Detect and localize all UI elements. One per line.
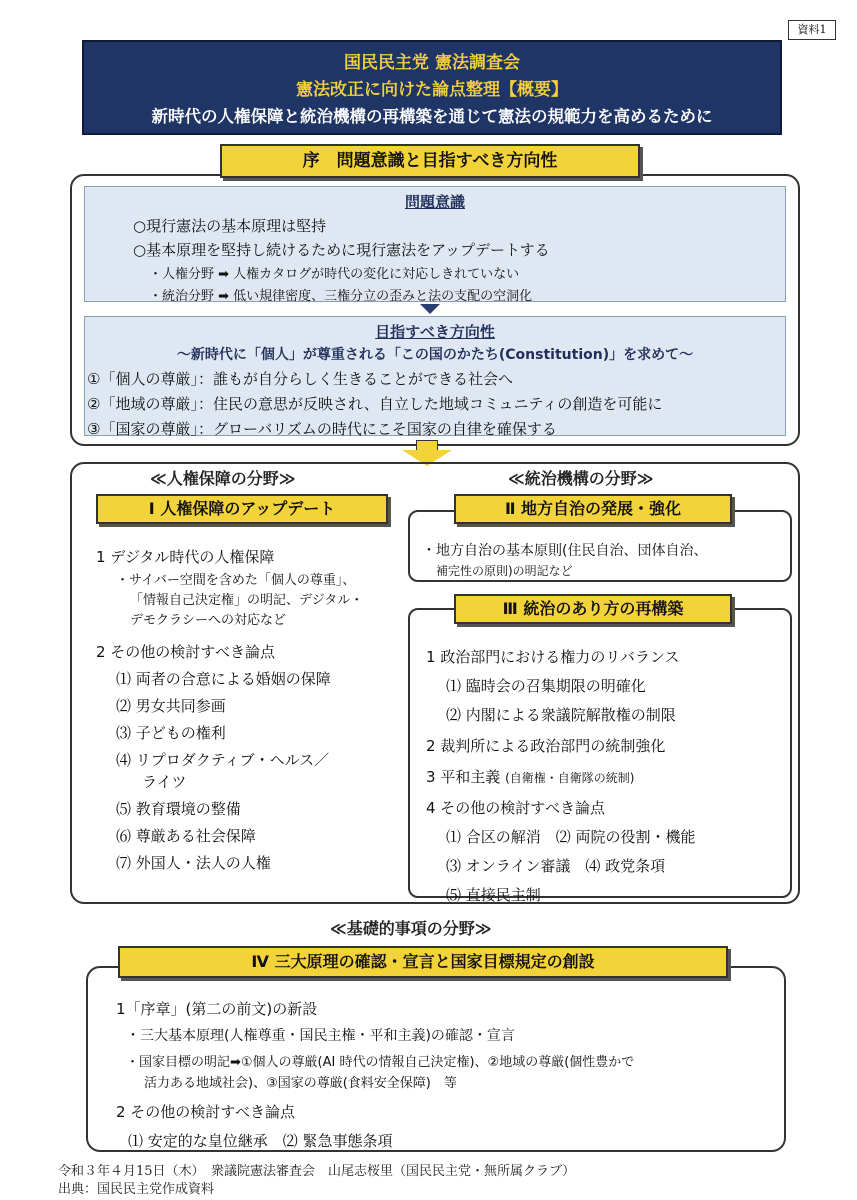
issue-heading: 問題意識 (404, 193, 465, 211)
other-heading: 2 その他の検討すべき論点 (96, 643, 276, 661)
restructure-box (408, 608, 792, 904)
issue-line: ・人権分野 ➡ 人権カタログが時代の変化に対応しきれていない (149, 267, 520, 282)
header-subtitle: 新時代の人権保障と統治機構の再構築を通じて憲法の規範力を高めるために (151, 107, 713, 126)
basic-line: ・三大基本原理(人権尊重・国民主権・平和主義)の確認・宣言 (126, 1028, 515, 1044)
header-banner (82, 40, 782, 135)
list-item: ⑴ 両者の合意による婚姻の保障 (116, 670, 331, 688)
issue-line: ・統治分野 ➡ 低い規律密度、三権分立の歪みと法の支配の空洞化 (149, 289, 533, 304)
restructure-heading: 1 政治部門における権力のリバランス (426, 648, 680, 666)
issue-box (84, 186, 786, 302)
down-arrow-icon (420, 304, 440, 314)
list-item: ライツ (142, 773, 187, 791)
human-rights-section-label: ≪人権保障の分野≫ (150, 469, 296, 488)
list-item: ⑶ 子どもの権利 (116, 724, 226, 742)
peace-heading: 3 平和主義 (426, 768, 501, 786)
goal-subheading: ～新時代に「個人」が尊重される「この国のかたち(Constitution)」を求めて～ (176, 347, 694, 363)
footer-line: 令和３年４月15日（木） 衆議院憲法審査会 山尾志桜里（国民民主党・無所属クラブ） (58, 1164, 576, 1179)
basic-heading: 2 その他の検討すべき論点 (116, 1103, 296, 1121)
header-title-1: 国民民主党 憲法調査会 (344, 53, 520, 73)
header-title-2: 憲法改正に向けた論点整理【概要】 (296, 80, 568, 100)
goal-heading: 目指すべき方向性 (375, 323, 495, 341)
human-rights-column (96, 530, 396, 873)
basic-section-label: ≪基礎的事項の分野≫ (330, 919, 492, 938)
restructure-title: Ⅲ 統治のあり方の再構築 (454, 594, 732, 624)
local-autonomy-title: Ⅱ 地方自治の発展・強化 (454, 494, 732, 524)
list-item: ⑵ 男女共同参画 (116, 697, 226, 715)
peace-note: (自衛権・自衛隊の統制) (505, 771, 635, 785)
digital-detail: 「情報自己決定権」の明記、デジタル・ (130, 593, 364, 608)
list-item: ⑸ 直接民主制 (446, 886, 541, 904)
goal-line: ③「国家の尊厳」：グローバリズムの時代にこそ国家の自律を確保する (87, 420, 557, 438)
goal-box (84, 316, 786, 436)
local-autonomy-line: ・地方自治の基本原則(住民自治、団体自治、 (422, 543, 708, 559)
list-item: ⑸ 教育環境の整備 (116, 800, 241, 818)
digital-detail: デモクラシーへの対応など (130, 613, 287, 628)
basic-heading: 1「序章」(第二の前文)の新設 (116, 1000, 318, 1018)
basic-line: ・国家目標の明記➡①個人の尊厳(AI 時代の情報自己決定権)、②地域の尊厳(個性豊かで (126, 1055, 635, 1070)
footer-source: 出典：国民民主党作成資料 (58, 1182, 215, 1197)
issue-line: ○基本原理を堅持し続けるために現行憲法をアップデートする (133, 241, 550, 259)
local-autonomy-line: 補完性の原則)の明記など (436, 564, 573, 578)
intro-title: 序 問題意識と目指すべき方向性 (220, 144, 640, 178)
issue-line: ○現行憲法の基本原理は堅持 (133, 217, 327, 235)
digital-heading: 1 デジタル時代の人権保障 (96, 548, 275, 566)
human-rights-title: Ⅰ 人権保障のアップデート (96, 494, 388, 524)
restructure-heading (426, 766, 790, 787)
goal-line: ①「個人の尊厳」：誰もが自分らしく生きることができる社会へ (87, 370, 513, 388)
basic-section-box (86, 966, 786, 1152)
list-item: ⑴ 合区の解消 ⑵ 両院の役割・機能 (446, 828, 696, 846)
restructure-heading: 4 その他の検討すべき論点 (426, 799, 606, 817)
document-label: 資料1 (788, 20, 836, 40)
list-item: ⑺ 外国人・法人の人権 (116, 854, 271, 872)
goal-line: ②「地域の尊厳」：住民の意思が反映され、自立した地域コミュニティの創造を可能に (87, 395, 663, 413)
restructure-heading: 2 裁判所による政治部門の統制強化 (426, 737, 666, 755)
list-item: ⑴ 臨時会の召集期限の明確化 (446, 677, 646, 695)
basic-line: 活力ある地域社会)、③国家の尊厳(食料安全保障) 等 (144, 1076, 457, 1091)
list-item: ⑹ 尊厳ある社会保障 (116, 827, 256, 845)
list-item: ⑶ オンライン審議 ⑷ 政党条項 (446, 857, 666, 875)
digital-detail: ・サイバー空間を含めた「個人の尊重」、 (116, 573, 356, 588)
governance-section-label: ≪統治機構の分野≫ (508, 469, 654, 488)
basic-title: Ⅳ 三大原理の確認・宣言と国家目標規定の創設 (118, 946, 728, 978)
list-item: ⑷ リプロダクティブ・ヘルス／ (116, 751, 330, 769)
list-item: ⑵ 内閣による衆議院解散権の制限 (446, 706, 676, 724)
list-item: ⑴ 安定的な皇位継承 ⑵ 緊急事態条項 (128, 1132, 393, 1150)
